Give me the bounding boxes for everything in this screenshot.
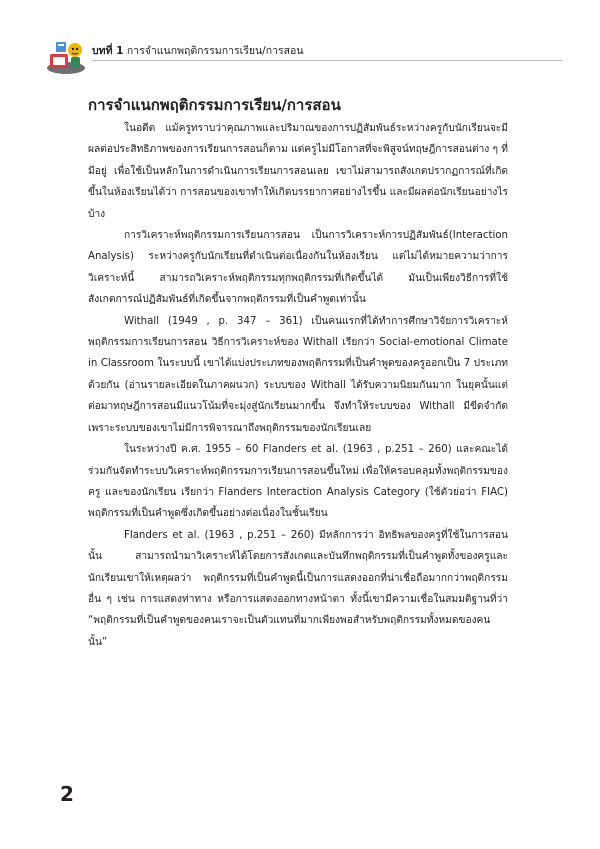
chapter-mascot-icon bbox=[44, 36, 88, 76]
page-number: 2 bbox=[60, 782, 74, 806]
header-divider bbox=[92, 60, 562, 61]
paragraph-5: Flanders et al. (1963 , p.251 – 260) มีหลักการว่า อิทธิพลของครูที่ใช้ในการสอนนั้น สามารถนำมาวิเคราะห์ได้โดยการสังเกตและบันทึกพฤติกรรมที่เป็นคำพูดทั้งของครูและนักเรียนเขาให้เหตุผลว่า พฤติกรรมที่เป็นคำพูดนี้เป็นการแสดงออกที่น่าเชื่อถือมากกว่าพฤติกรรมอื่น ๆ เช่น การแสดงท่าทาง หรือการแสดงออกทางหน้าตา ทั้งนี้เขามีความเชื่อในสมมติฐานที่ว่า “พฤติกรรมที่เป็นคำพูดของคนเราจะเป็นตัวแทนที่มากเพียงพอสำหรับพฤติกรรมทั้งหมดของคนนั้น” bbox=[88, 529, 508, 648]
paragraph-3: Withall (1949 , p. 347 – 361) เป็นคนแรกที่ได้ทำการศึกษาวิจัยการวิเคราะห์พฤติกรรมการเรียนการสอน วิธีการวิเคราะห์ของ Withall เรียกว่า Social-emotional Climate in Classroom ในระบบนี้ เขาได้แบ่งประเภทของพฤติกรรมที่เป็นคำพูดของครูออกเป็น 7 ประเภทด้วยกัน (อ่านรายละเอียดในภาคผนวก) ระบบของ Withall ได้รับความนิยมกันมาก ในยุคนั้นแต่ต่อมาทฤษฎีการสอนมีแนวโน้มที่จะมุ่งสู่นักเรียนมากขึ้น จึงทำให้ระบบของ Withall มีขีดจำกัดเพราะระบบของเขาไม่มีการพิจารณาถึงพฤติกรรมของนักเรียนเลย bbox=[88, 315, 508, 434]
chapter-title: การจำแนกพฤติกรรมการเรียน/การสอน bbox=[126, 45, 304, 57]
chapter-label: บทที่ 1 bbox=[92, 45, 124, 57]
paragraph-2: การวิเคราะห์พฤติกรรมการเรียนการสอน เป็นการวิเคราะห์การปฏิสัมพันธ์(Interaction Analysis) ระหว่างครูกับนักเรียนที่ดำเนินต่อเนื่องกันในห้องเรียน แต่ไม่ได้หมายความว่าการวิเคราะห์นี้ สามารถวิเคราะห์พฤติกรรมทุกพฤติกรรมที่เกิดขึ้นได้ มันเป็นเพียงวิธีการที่ใช้สังเกตการณ์ปฏิสัมพันธ์ที่เกิดขึ้นจากพฤติกรรมที่เป็นคำพูดเท่านั้น bbox=[88, 230, 508, 306]
section-title: การจำแนกพฤติกรรมการเรียน/การสอน bbox=[88, 96, 341, 114]
header-text bbox=[92, 44, 304, 58]
body-text bbox=[88, 118, 508, 653]
paragraph-1: ในอดีต แม้ครูทราบว่าคุณภาพและปริมาณของการปฏิสัมพันธ์ระหว่างครูกับนักเรียนจะมีผลต่อประสิทธิภาพของการเรียนการสอนก็ตาม แต่ครูไม่มีโอกาสที่จะพิสูจน์ทฤษฎีการสอนต่าง ๆ ที่มีอยู่ เพื่อใช้เป็นหลักในการดำเนินการเรียนการสอนเลย เขาไม่สามารถสังเกตปรากฏการณ์ที่เกิดขึ้นในห้องเรียนได้ว่า การสอนของเขาทำให้เกิดบรรยากาศอย่างไรขึ้น และมีผลต่อนักเรียนอย่างไรบ้าง bbox=[88, 123, 508, 220]
paragraph-4: ในระหว่างปี ค.ศ. 1955 – 60 Flanders et al. (1963 , p.251 – 260) และคณะได้ร่วมกันจัดทำระบบวิเคราะห์พฤติกรรมการเรียนการสอนขึ้นใหม่ เพื่อให้ครอบคลุมทั้งพฤติกรรมของครู และของนักเรียน เรียกว่า Flanders Interaction Analysis Category (ใช้ตัวย่อว่า FIAC) พฤติกรรมที่เป็นคำพูดซึ่งเกิดขึ้นอย่างต่อเนื่องในชั้นเรียน bbox=[88, 444, 508, 520]
running-header bbox=[44, 36, 564, 76]
